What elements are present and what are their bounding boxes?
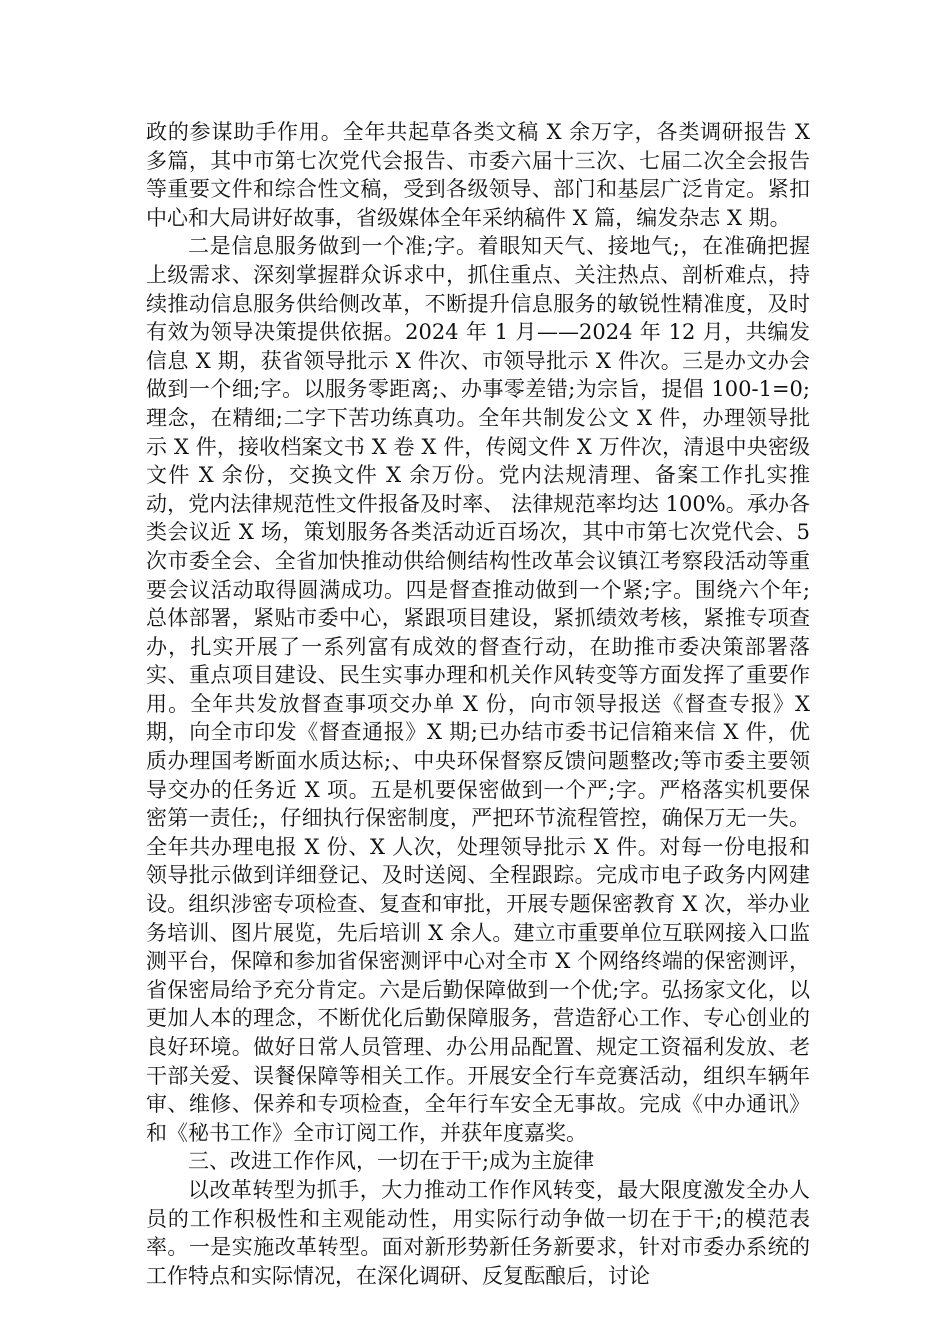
section-heading-work-style: 三、改进工作作风，一切在于干;成为主旋律 — [188, 1149, 595, 1174]
paragraph-reform-transformation: 以改革转型为抓手，大力推动工作作风转变，最大限度激发全办人员的工作积极性和主观能动性，用实际行动争做一切在于干;的模范表率。一是实施改革转型。面对新形势新任务新要求，针对市委办系统的工作特点和实际情况，在深化调研、反复酝酿后，讨论 — [146, 1177, 810, 1288]
document-page — [146, 118, 810, 1290]
paragraph-services-summary: 二是信息服务做到一个准;字。着眼知天气、接地气;，在准确把握上级需求、深刻掌握群众诉求中，抓住重点、关注热点、剖析难点，持续推动信息服务供给侧改革，不断提升信息服务的敏锐性精准度，及时有效为领导决策提供依据。2024 年 1 月——2024 年 12 月，共编发信息 X 期，获省领导批示 X 件次、市领导批示 X 件次。三是办文办会做到一个细;字。以服务零距离;、办事零差错;为宗旨，提倡 100-1=0;理念，在精细;二字下苦功练真功。全年共制发公文 X 件，办理领导批示 X 件，接收档案文书 X 卷 X 件，传阅文件 X 万件次，清退中央密级文件 X 余份，交换文件 X 余万份。党内法规清理、备案工作扎实推动，党内法律规范性文件报备及时率、 法律规范率均达 100%。承办各类会议近 X 场，策划服务各类活动近百场次，其中市第七次党代会、5 次市委全会、全省加快推动供给侧结构性改革会议镇江考察段活动等重要会议活动取得圆满成功。四是督查推动做到一个紧;字。围绕六个年;总体部署，紧贴市委中心，紧跟项目建设，紧抓绩效考核，紧推专项查办，扎实开展了一系列富有成效的督查行动，在助推市委决策部署落实、重点项目建设、民生实事办理和机关作风转变等方面发挥了重要作用。全年共发放督查事项交办单 X 份，向市领导报送《督查专报》X 期，向全市印发《督查通报》X 期;已办结市委书记信箱来信 X 件，优质办理国考断面水质达标;、中央环保督察反馈问题整改;等市委主要领导交办的任务近 X 项。五是机要保密做到一个严;字。严格落实机要保密第一责任;，仔细执行保密制度，严把环节流程管控，确保万无一失。全年共办理电报 X 份、X 人次，处理领导批示 X 件。对每一份电报和领导批示做到详细登记、及时送阅、全程跟踪。完成市电子政务内网建设。组织涉密专项检查、复查和审批，开展专题保密教育 X 次，举办业务培训、图片展览，先后培训 X 余人。建立市重要单位互联网接入口监测平台，保障和参加省保密测评中心对全市 X 个网络终端的保密测评，省保密局给予充分肯定。六是后勤保障做到一个优;字。弘扬家文化，以更加人本的理念，不断优化后勤保障服务，营造舒心工作、专心创业的良好环境。做好日常人员管理、办公用品配置、规定工资福利发放、老干部关爱、误餐保障等相关工作。开展安全行车竞赛活动，组织车辆年审、维修、保养和专项检查，全年行车安全无事故。完成《中办通讯》和《秘书工作》全市订阅工作，并获年度嘉奖。 — [146, 234, 810, 1145]
paragraph-writing-summary: 政的参谋助手作用。全年共起草各类文稿 X 余万字，各类调研报告 X 多篇，其中市第七次党代会报告、市委六届十三次、七届二次全会报告等重要文件和综合性文稿，受到各级领导、部门和基层广泛肯定。紧扣中心和大局讲好故事，省级媒体全年采纳稿件 X 篇，编发杂志 X 期。 — [146, 120, 810, 230]
